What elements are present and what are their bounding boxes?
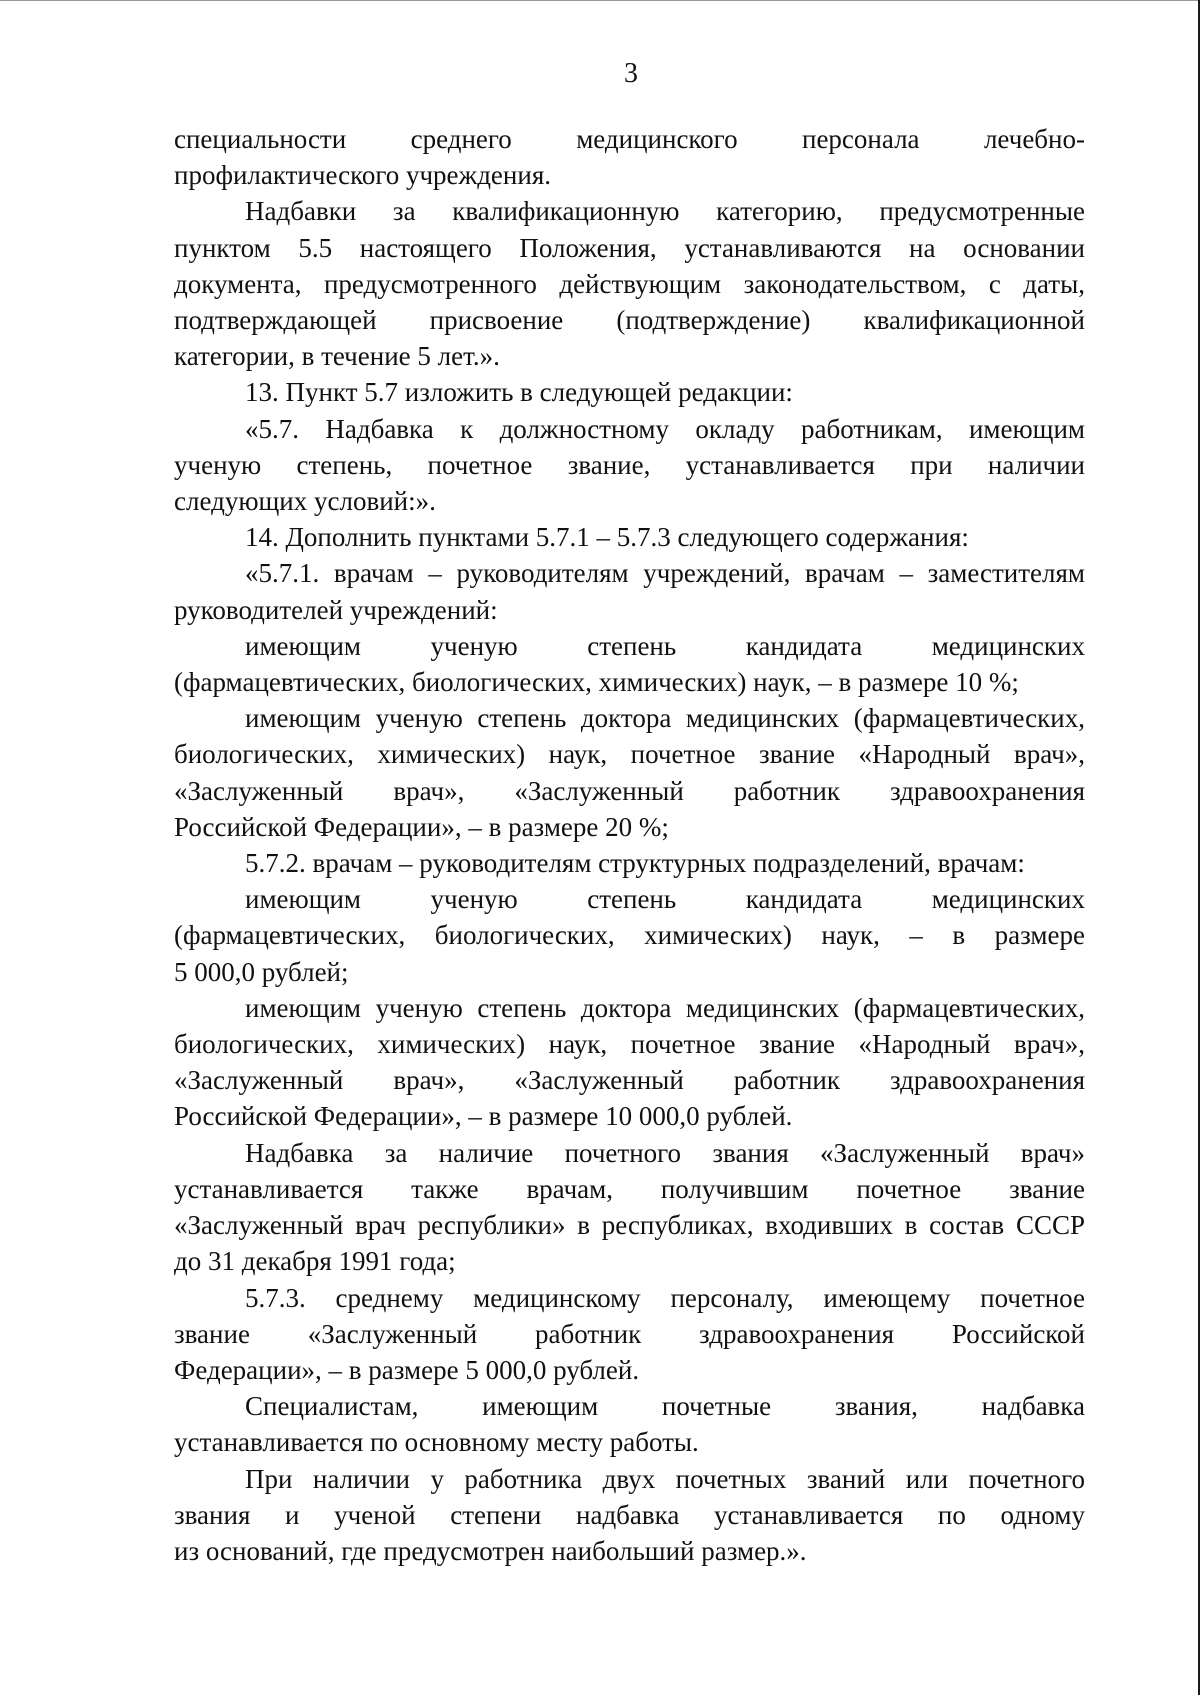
text-line: При наличии у работника двух почетных званий или почетного — [245, 1463, 1085, 1494]
paragraph-5-7-1-candidate — [174, 628, 1085, 700]
text-line: «Заслуженный врач», «Заслуженный работник здравоохранения — [174, 775, 1085, 806]
text-line: (фармацевтических, биологических, химических) наук, – в размере — [174, 920, 1085, 951]
page-top-edge — [0, 0, 1200, 1]
text-line: специальности среднего медицинского персонала лечебно- — [174, 124, 1085, 154]
text-line: Специалистам, имеющим почетные звания, надбавка — [245, 1391, 1085, 1422]
text-line: 5.7.3. среднему медицинскому персоналу, имеющему почетное — [245, 1282, 1085, 1313]
paragraph-5-7-1 — [174, 555, 1085, 627]
text-line: Российской Федерации», – в размере 10 000,0 рублей. — [174, 1101, 793, 1132]
paragraph-5-7 — [174, 411, 1085, 520]
text-line: биологических, химических) наук, почетное звание «Народный врач», — [174, 1029, 1085, 1060]
text-line: 13. Пункт 5.7 изложить в следующей редакции: — [245, 377, 793, 408]
text-line: биологических, химических) наук, почетное звание «Народный врач», — [174, 739, 1085, 770]
text-line: из оснований, где предусмотрен наибольший размер.». — [174, 1535, 807, 1566]
text-line: 5 000,0 рублей; — [174, 956, 349, 987]
text-line: «5.7.1. врачам – руководителям учреждений, врачам – заместителям — [245, 558, 1085, 589]
text-line: ученую степень, почетное звание, устанавливается при наличии — [174, 449, 1085, 480]
text-line: имеющим ученую степень доктора медицинских (фармацевтических, — [245, 703, 1085, 734]
text-line: «Заслуженный врач республики» в республиках, входивших в состав СССР — [174, 1210, 1085, 1241]
text-line: звания и ученой степени надбавка устанавливается по одному — [174, 1499, 1085, 1530]
text-line: Российской Федерации», – в размере 20 %; — [174, 811, 669, 842]
text-line: устанавливается также врачам, получившим почетное звание — [174, 1173, 1085, 1204]
text-line: документа, предусмотренного действующим законодательством, с даты, — [174, 268, 1085, 299]
text-line: Надбавка за наличие почетного звания «Заслуженный врач» — [245, 1137, 1085, 1168]
text-line: имеющим ученую степень кандидата медицинских — [245, 884, 1085, 915]
text-line: 5.7.2. врачам – руководителям структурных подразделений, врачам: — [245, 848, 1025, 879]
paragraph-two-titles — [174, 1461, 1085, 1570]
text-line: профилактического учреждения. — [174, 160, 551, 191]
paragraph-5-7-2 — [174, 845, 1085, 881]
text-line: «5.7. Надбавка к должностному окладу работникам, имеющим — [245, 413, 1085, 444]
text-line: руководителей учреждений: — [174, 594, 498, 625]
text-line: имеющим ученую степень доктора медицинских (фармацевтических, — [245, 992, 1085, 1023]
paragraph-item-14 — [174, 519, 1085, 555]
paragraph-specialty — [174, 121, 1085, 193]
text-line: имеющим ученую степень кандидата медицинских — [245, 630, 1085, 661]
paragraph-honored-doctor — [174, 1135, 1085, 1280]
text-line: звание «Заслуженный работник здравоохранения Российской — [174, 1318, 1085, 1349]
paragraph-5-7-2-candidate — [174, 881, 1085, 990]
text-line: Надбавки за квалификационную категорию, предусмотренные — [245, 196, 1085, 227]
text-line: пунктом 5.5 настоящего Положения, устанавливаются на основании — [174, 232, 1085, 263]
document-body — [174, 121, 1085, 1569]
text-line: 14. Дополнить пунктами 5.7.1 – 5.7.3 следующего содержания: — [245, 522, 969, 553]
paragraph-item-13 — [174, 374, 1085, 410]
text-line: категории, в течение 5 лет.». — [174, 341, 500, 372]
text-line: устанавливается по основному месту работы. — [174, 1427, 699, 1458]
paragraph-specialists — [174, 1388, 1085, 1460]
text-line: (фармацевтических, биологических, химических) наук, – в размере 10 %; — [174, 667, 1019, 698]
text-line: Федерации», – в размере 5 000,0 рублей. — [174, 1354, 640, 1385]
text-line: подтверждающей присвоение (подтверждение) квалификационной — [174, 305, 1085, 336]
page-number: 3 — [624, 58, 638, 89]
text-line: следующих условий:». — [174, 486, 436, 517]
text-line: до 31 декабря 1991 года; — [174, 1246, 456, 1277]
paragraph-5-7-3 — [174, 1280, 1085, 1389]
paragraph-5-7-2-doctor — [174, 990, 1085, 1135]
paragraph-5-7-1-doctor — [174, 700, 1085, 845]
paragraph-category-bonus — [174, 193, 1085, 374]
text-line: «Заслуженный врач», «Заслуженный работник здравоохранения — [174, 1065, 1085, 1096]
